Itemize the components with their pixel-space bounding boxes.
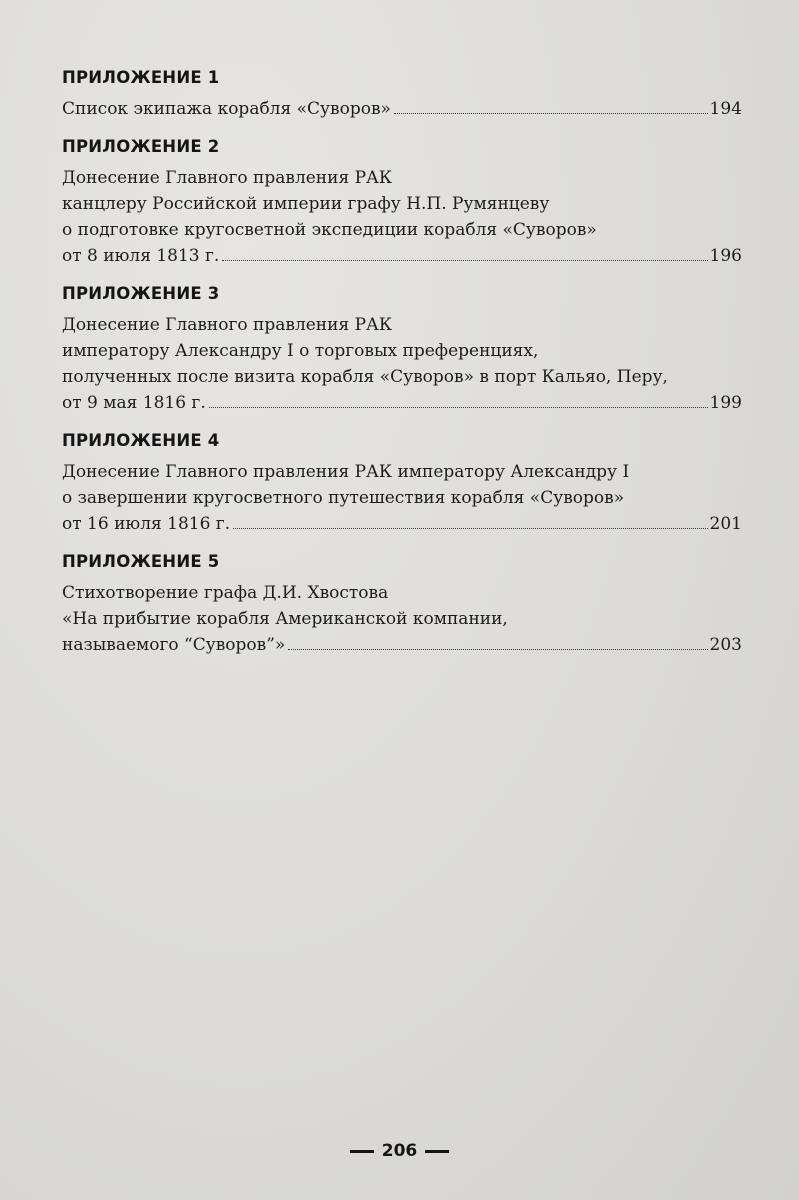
table-of-contents bbox=[62, 66, 742, 671]
toc-entry-link[interactable] bbox=[62, 511, 742, 537]
entry-line: от 8 июля 1813 г. bbox=[62, 246, 220, 266]
toc-entry-link[interactable] bbox=[62, 243, 742, 269]
toc-section bbox=[62, 66, 742, 122]
toc-entry-link[interactable] bbox=[62, 632, 742, 658]
section-title: ПРИЛОЖЕНИЕ 3 bbox=[62, 284, 220, 303]
entry-page-number: 201 bbox=[709, 514, 742, 534]
footer-dash-left bbox=[350, 1150, 374, 1153]
entry-page-number: 199 bbox=[709, 393, 742, 413]
entry-page-number: 194 bbox=[709, 99, 742, 119]
toc-entry-link[interactable] bbox=[62, 390, 742, 416]
entry-page-number: 203 bbox=[709, 635, 742, 655]
dot-leader bbox=[394, 112, 708, 114]
toc-entry-link[interactable] bbox=[62, 96, 742, 122]
entry-line: о завершении кругосветного путешествия корабля «Суворов» bbox=[62, 488, 625, 508]
entry-line: о подготовке кругосветной экспедиции корабля «Суворов» bbox=[62, 220, 597, 240]
entry-page-number: 196 bbox=[709, 246, 742, 266]
page-number: 206 bbox=[381, 1141, 418, 1161]
toc-section bbox=[62, 135, 742, 269]
entry-line: императору Александру I о торговых преференциях, bbox=[62, 341, 539, 361]
dot-leader bbox=[222, 259, 707, 261]
toc-section bbox=[62, 550, 742, 658]
entry-line: Список экипажа корабля «Суворов» bbox=[62, 99, 391, 119]
toc-section bbox=[62, 282, 742, 416]
entry-line: от 9 мая 1816 г. bbox=[62, 393, 206, 413]
entry-line: полученных после визита корабля «Суворов» в порт Кальяо, Перу, bbox=[62, 367, 668, 387]
entry-line: канцлеру Российской империи графу Н.П. Румянцеву bbox=[62, 194, 550, 214]
section-title: ПРИЛОЖЕНИЕ 2 bbox=[62, 137, 220, 156]
entry-line: от 16 июля 1816 г. bbox=[62, 514, 231, 534]
section-title: ПРИЛОЖЕНИЕ 1 bbox=[62, 68, 220, 87]
toc-section bbox=[62, 429, 742, 537]
entry-line: Стихотворение графа Д.И. Хвостова bbox=[62, 583, 389, 603]
footer-dash-right bbox=[425, 1150, 449, 1153]
entry-line: «На прибытие корабля Американской компании, bbox=[62, 609, 508, 629]
section-title: ПРИЛОЖЕНИЕ 5 bbox=[62, 552, 220, 571]
entry-line: Донесение Главного правления РАК bbox=[62, 168, 393, 188]
section-title: ПРИЛОЖЕНИЕ 4 bbox=[62, 431, 220, 450]
entry-line: Донесение Главного правления РАК bbox=[62, 315, 393, 335]
dot-leader bbox=[209, 406, 708, 408]
dot-leader bbox=[288, 648, 707, 650]
entry-line: называемого “Суворов”» bbox=[62, 635, 286, 655]
dot-leader bbox=[233, 527, 707, 529]
entry-line: Донесение Главного правления РАК императору Александру I bbox=[62, 462, 630, 482]
page-footer bbox=[0, 1141, 799, 1161]
